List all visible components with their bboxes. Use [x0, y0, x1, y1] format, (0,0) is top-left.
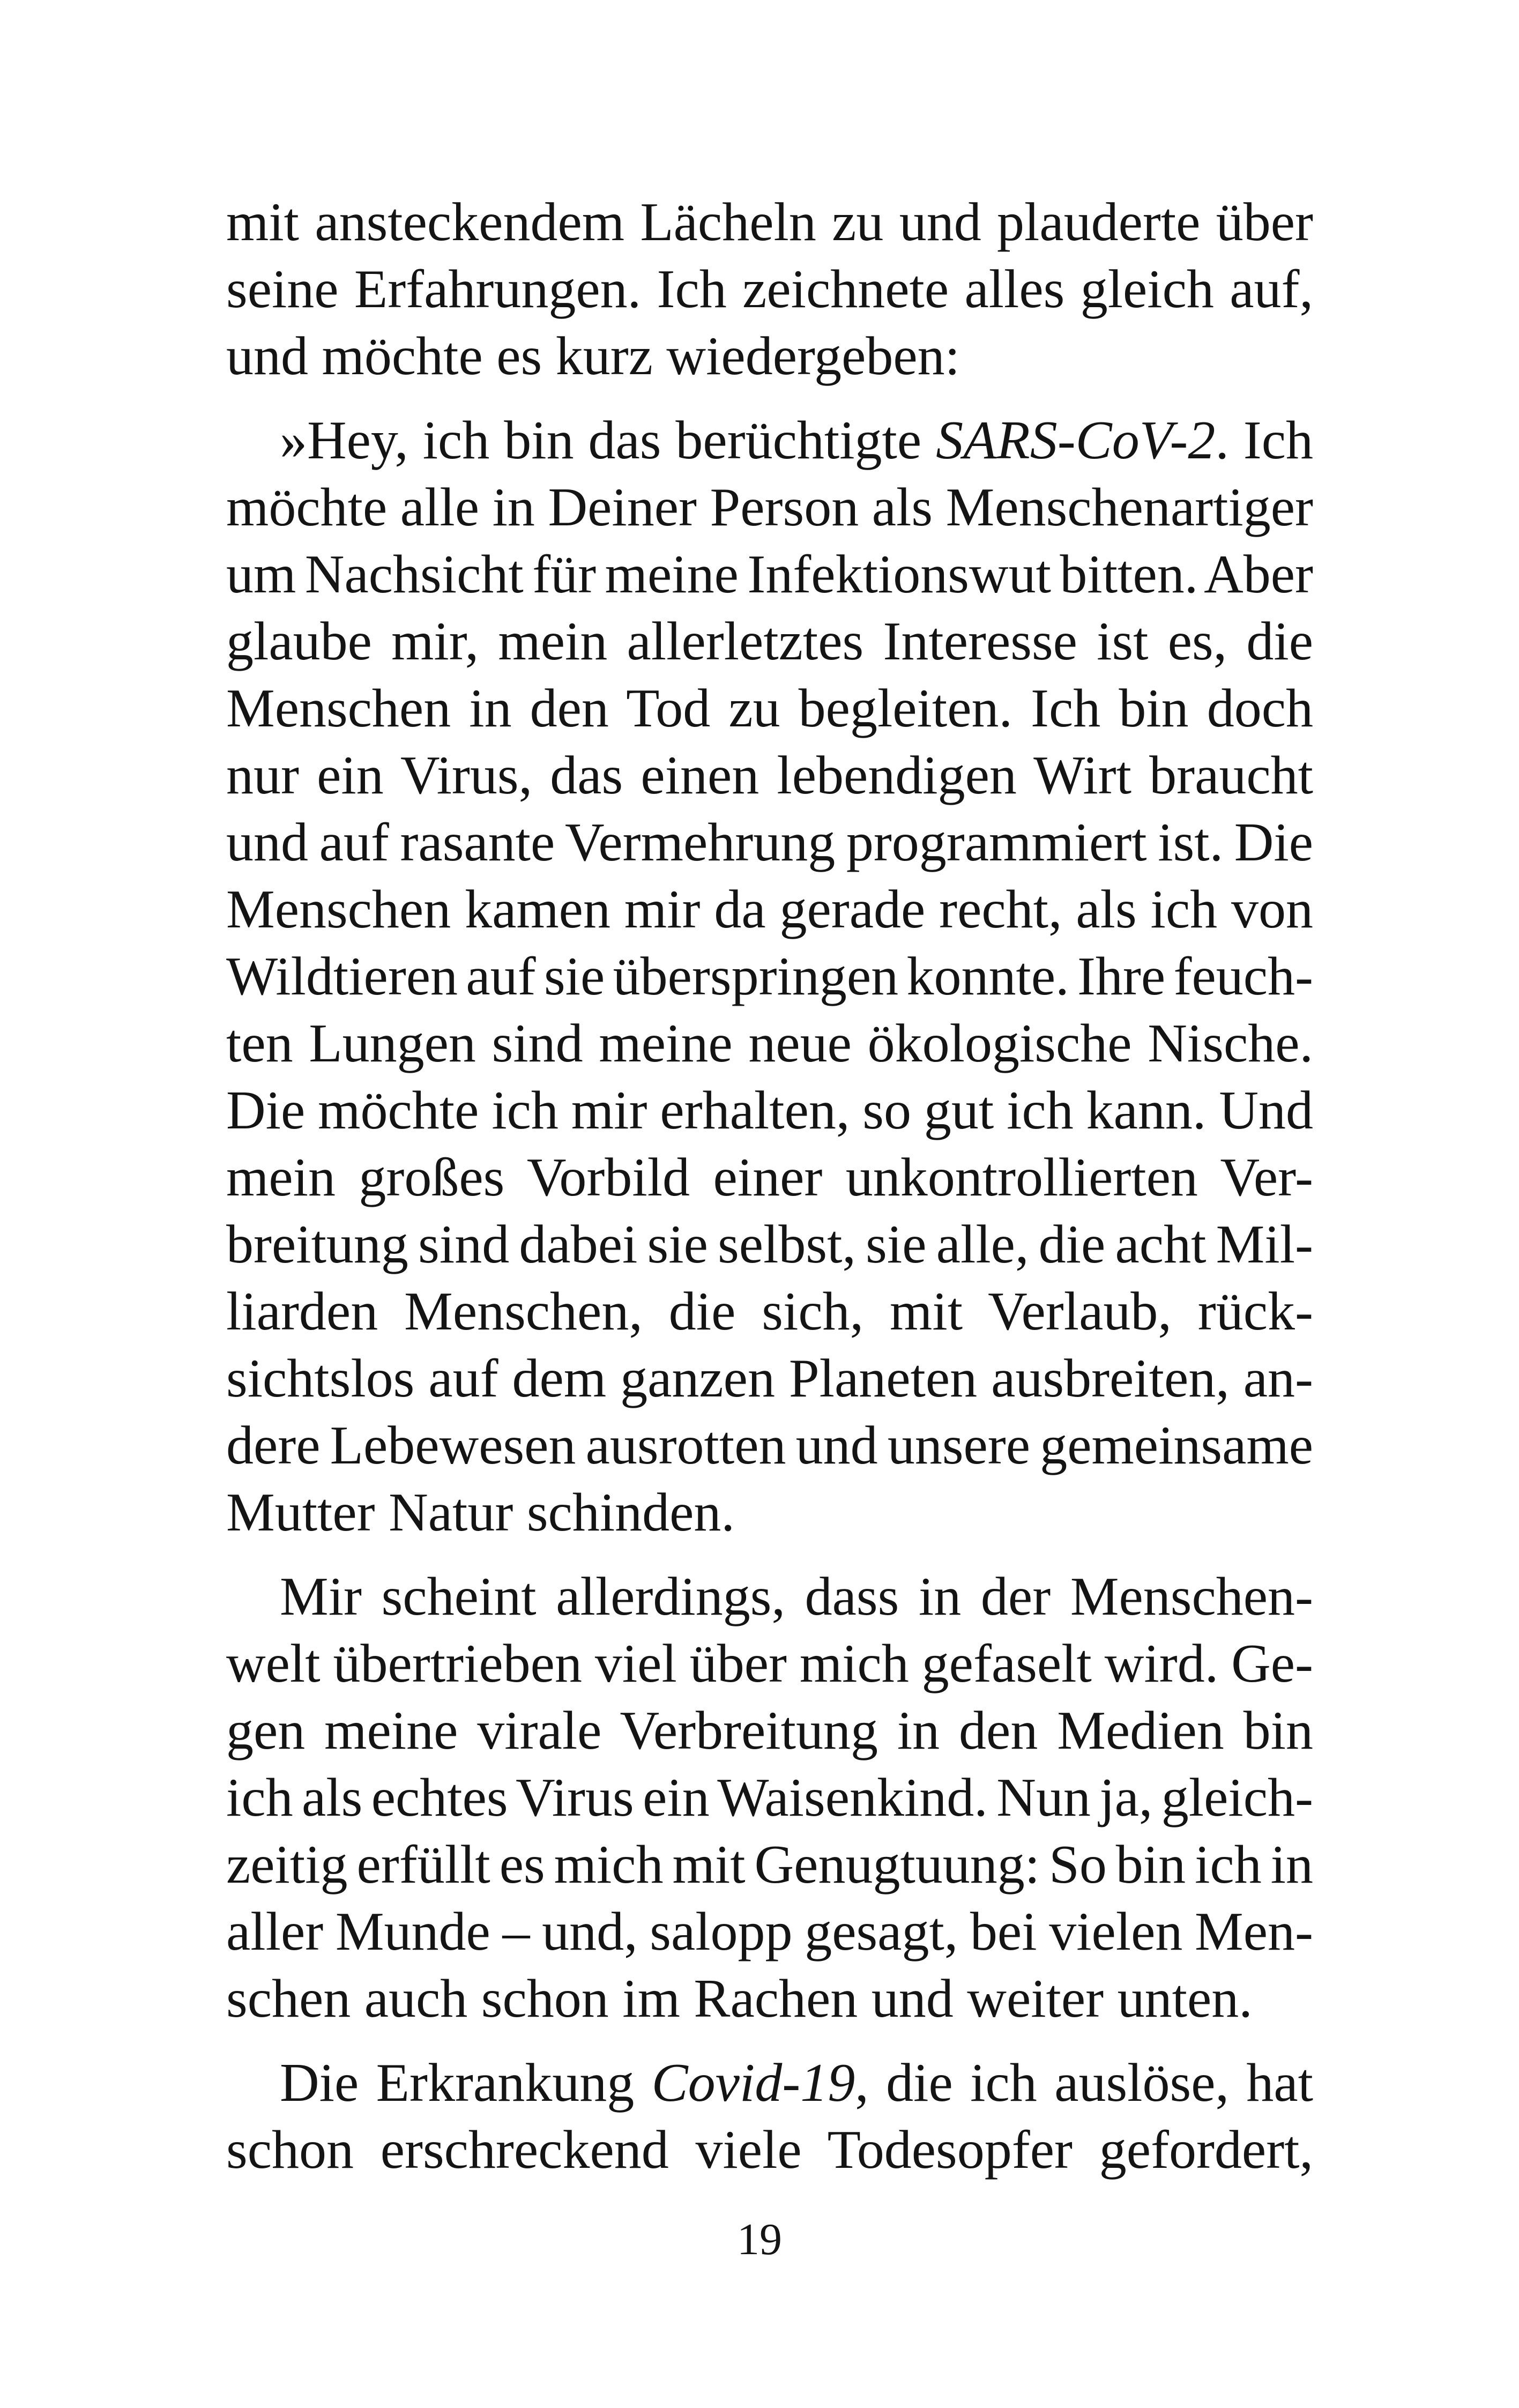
text-line: Wildtieren auf sie überspringen konnte. Ihre feuch-: [226, 946, 1313, 1007]
text-line: ten Lungen sind meine neue ökologische Nische.: [226, 1013, 1313, 1074]
text-line: sichtslos auf dem ganzen Planeten ausbreiten, an-: [226, 1348, 1313, 1409]
text-line: liarden Menschen, die sich, mit Verlaub, rück-: [226, 1281, 1313, 1342]
text-line: Menschen kamen mir da gerade recht, als ich von: [226, 879, 1313, 940]
paragraph-1: [226, 189, 1313, 390]
text-line: Menschen in den Tod zu begleiten. Ich bin doch: [226, 678, 1313, 739]
paragraph-3: [226, 1563, 1313, 2032]
text-line: ich als echtes Virus ein Waisenkind. Nun ja, gleich-: [226, 1767, 1313, 1828]
text-line: nur ein Virus, das einen lebendigen Wirt braucht: [226, 745, 1313, 806]
text-line: Die möchte ich mir erhalten, so gut ich kann. Und: [226, 1080, 1313, 1141]
text-line: Mir scheint allerdings, dass in der Menschen-: [280, 1566, 1313, 1627]
paragraph-4: [226, 2049, 1313, 2183]
text-segment: »Hey, ich bin das berüchtigte: [280, 410, 936, 471]
virus-name-italic: SARS-CoV-2: [936, 410, 1216, 471]
text-line: Mutter Natur schinden.: [226, 1482, 735, 1543]
text-segment: Die Erkrankung: [280, 2053, 652, 2113]
text-line: [226, 2049, 1313, 2116]
text-line: schen auch schon im Rachen und weiter unten.: [226, 1968, 1253, 2029]
text-line: möchte alle in Deiner Person als Menschenartiger: [226, 477, 1313, 538]
text-line: welt übertrieben viel über mich gefaselt wird. Ge-: [226, 1633, 1314, 1694]
disease-name-italic: Covid-19: [651, 2053, 855, 2113]
body-text: [226, 189, 1313, 2183]
text-line: um Nachsicht für meine Infektionswut bitten. Aber: [226, 544, 1313, 605]
text-segment: , die ich auslöse, hat: [855, 2053, 1313, 2113]
text-line: mit ansteckendem Lächeln zu und plauderte über: [226, 192, 1313, 252]
text-line: [226, 407, 1313, 474]
page-number: 19: [737, 2214, 782, 2264]
text-line: glaube mir, mein allerletztes Interesse ist es, die: [226, 611, 1313, 672]
text-line: seine Erfahrungen. Ich zeichnete alles gleich auf,: [226, 259, 1313, 319]
text-line: gen meine virale Verbreitung in den Medien bin: [226, 1700, 1313, 1761]
text-line: und möchte es kurz wiedergeben:: [226, 326, 960, 387]
paragraph-2: [226, 407, 1313, 1546]
text-line: dere Lebewesen ausrotten und unsere gemeinsame: [226, 1415, 1313, 1476]
text-line: schon erschreckend viele Todesopfer gefordert,: [226, 2120, 1313, 2180]
text-line: aller Munde – und, salopp gesagt, bei vielen Men-: [226, 1901, 1313, 1962]
text-line: breitung sind dabei sie selbst, sie alle, die acht Mil-: [226, 1214, 1313, 1275]
text-segment: . Ich: [1215, 410, 1313, 471]
text-line: zeitig erfüllt es mich mit Genugtuung: So bin ich in: [226, 1834, 1313, 1895]
text-line: mein großes Vorbild einer unkontrollierten Ver-: [226, 1147, 1313, 1208]
text-line: und auf rasante Vermehrung programmiert ist. Die: [226, 812, 1313, 873]
